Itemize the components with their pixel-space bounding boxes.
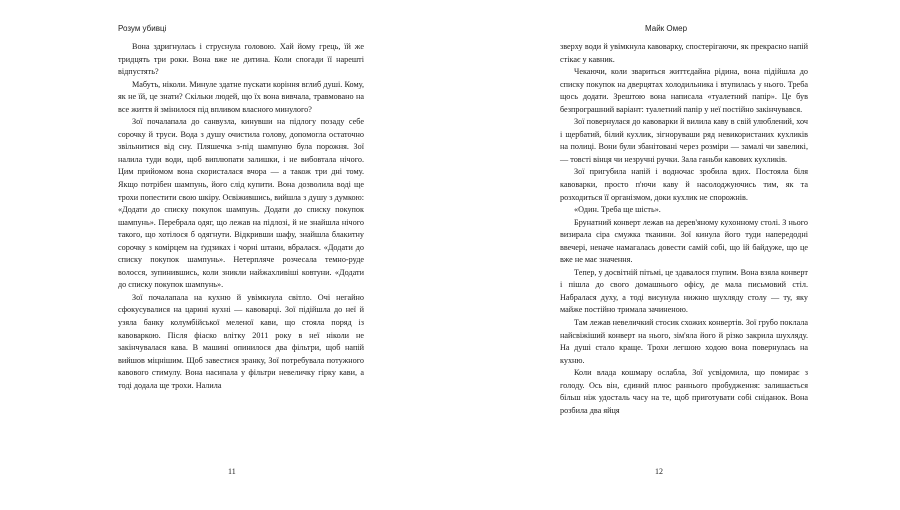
running-head-title: Розум убивці (118, 24, 167, 33)
paragraph: Там лежав невеличкий стосик схожих конвертів. Зої грубо поклала найсвіжіший конверт на нього, зім'яла його й різко закрила шухляду. На душі стало краще. Трохи легшою ходою вона повернулась на кухню. (560, 318, 808, 365)
page-number: 11 (228, 467, 236, 476)
left-page-body (118, 41, 364, 392)
page-number: 12 (655, 467, 663, 476)
paragraph: Зої повернулася до кавоварки й вилила каву в свій улюблений, хоч і щербатий, білий кухлик, зігноруваши ряд невикористаних кухликів на полиці. Вони були збанітовані через розміри — замалі чи завеликі, — товсті вінця чи незручні ручки. Зала ганьби кавових кухликів. (560, 117, 808, 164)
paragraph: Чекаючи, коли звариться життєдайна рідина, вона підійшла до списку покупок на дверцятах холодильника і втупилась у нього. Треба щось додати. Зрештою вона написала «туалетний папір». Це був безпрограшний варіант: туалетний папір у неї постійно закінчувався. (560, 67, 808, 114)
paragraph: Мабуть, ніколи. Минуле здатне пускати коріння вглиб душі. Кому, як не їй, це знати? Скільки людей, що їх вона вивчала, травмовано на все життя й змінилося під впливом власного минулого? (118, 79, 364, 114)
paragraph: Коли влада кошмару ослабла, Зої усвідомила, що помирає з голоду. Ось він, єдиний плюс раннього пробудження: залишається більш ніж удосталь часу на те, щоб приготувати собі сніданок. Вона розбила два яйця (560, 368, 808, 415)
paragraph: зверху води й увімкнула кавоварку, спостерігаючи, як прекрасно напій стікає у кавник. (560, 42, 808, 64)
paragraph: Зої пригубила напій і водночас зробила вдих. Постояла біля кавоварки, просто п'ючи каву й насолоджуючись тим, як та розходиться її організмом, доки кухлик не спорожнів. (560, 167, 808, 202)
running-head-author: Майк Омер (645, 24, 688, 33)
paragraph: «Один. Треба ще шість». (574, 205, 661, 215)
right-page-body (560, 41, 808, 417)
paragraph: Зої почалапала до санвузла, кинувши на підлогу позаду себе сорочку й труси. Вода з душу очистила голову, допомогла остаточно звільнитися від сну. Пляшечка з-під шампуню була порожня. Зої налила туди води, щоб виплюпати залишки, і не вибовтала нічого. Цим прийомом вона скористалася вчора — а також три дні тому. Якщо потрібен шампунь, його слід купити. Вона дозволила воді ще трохи попестити свою шкіру. Освіжившись, вийшла з душу з думкою: «Додати до списку покупок шампунь. Додати до списку покупок шампунь». Перебрала одяг, що лежав на підлозі, й не знайшла нічого такого, що хотілося б одягнути. Відкривши шафу, знайшла блакитну сорочку з комірцем на ґудзиках і чорні штани, вбралася. «Додати до списку покупок шампунь». Нетерпляче розчесала темно-руде волосся, зупинившись, коли зникли найжахливіші ковтуни. «Додати до списку покупок шампунь». (118, 117, 364, 290)
paragraph: Брунатний конверт лежав на дерев'яному кухонному столі. З нього визирала сіра смужка тканини. Зої кинула його туди напередодні ввечері, неначе намагалась довести самій собі, що їй байдуже, що це вже не має значення. (560, 217, 808, 265)
paragraph: Вона здригнулась і струснула головою. Хай йому грець, їй же тридцять три роки. Вона вже не дитина. Коли спогади її нарешті відпустять? (118, 42, 364, 77)
right-page (450, 0, 900, 510)
paragraph: Зої почалапала на кухню й увімкнула світло. Очі негайно сфокусувалися на царині кухні — кавоварці. Зої підійшла до неї й узяла банку колумбійської меленої кави, що стояла поряд із кавоваркою. Після фіаско влітку 2011 року в неї ніколи не закінчувалася кава. В машині опинилося два фільтри, щоб напій вийшов міцнішим. Щоб завестися зранку, Зої потребувала потужного кавового стимулу. Вона насипала у фільтри невеличку гірку кави, а тоді додала ще трохи. Налила (118, 292, 364, 390)
paragraph: Тепер, у досвітній пітьмі, це здавалося глупим. Вона взяла конверт і пішла до свого домашнього офісу, де мала письмовий стіл. Набралася духу, а тоді висунула нижню шухляду столу — ту, яку майже постійно тримала зачиненою. (560, 267, 808, 315)
